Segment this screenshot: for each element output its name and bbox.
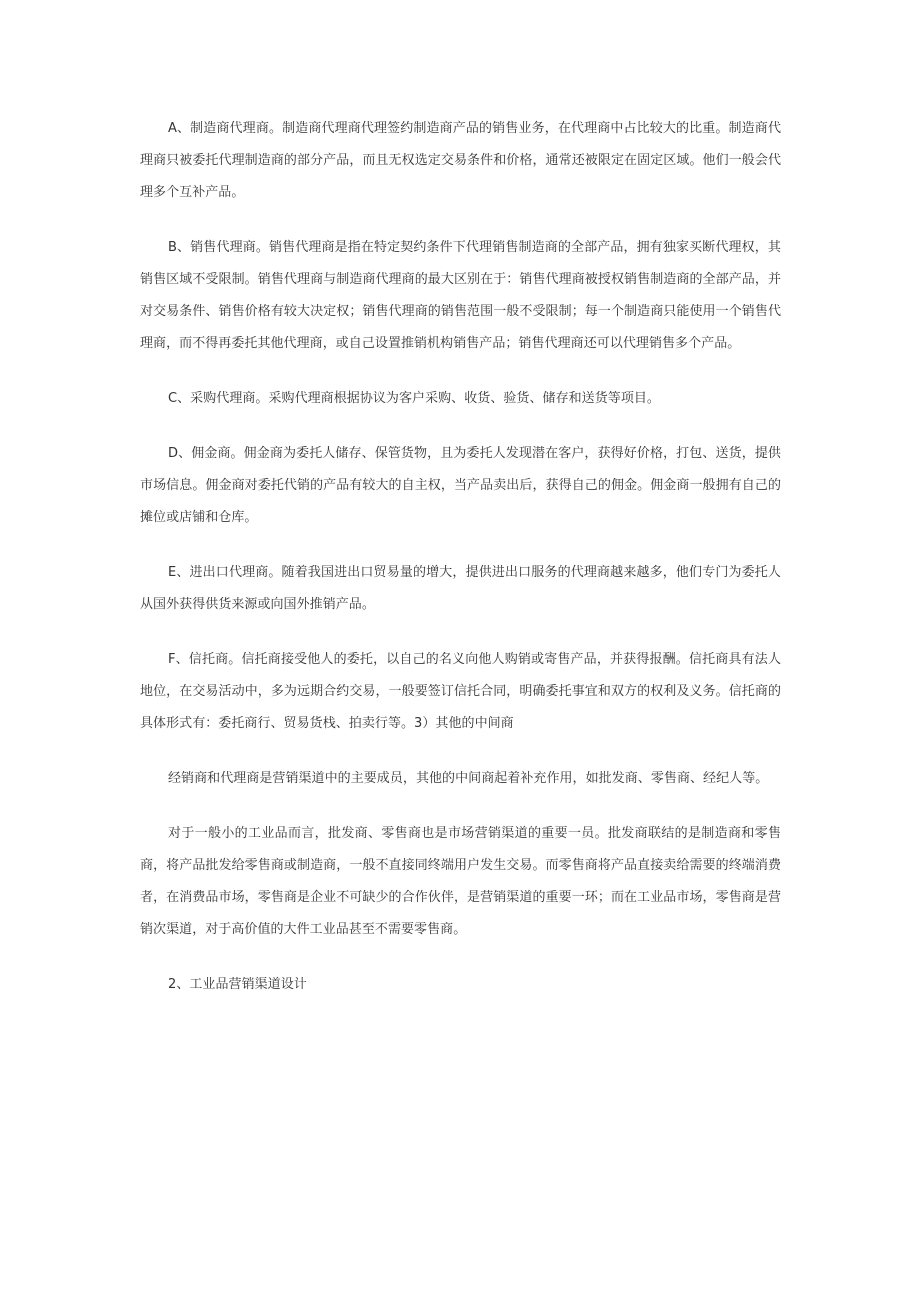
paragraph-sales-agent: B、销售代理商。销售代理商是指在特定契约条件下代理销售制造商的全部产品，拥有独家买断代理权，其销售区域不受限制。销售代理商与制造商代理商的最大区别在于：销售代理商被授权销售制造商的全部产品，并对交易条件、销售价格有较大决定权；销售代理商的销售范围一般不受限制；每一个制造商只能使用一个销售代理商，而不得再委托其他代理商，或自己设置推销机构销售产品；销售代理商还可以代理销售多个产品。: [140, 240, 781, 351]
section-heading-channel-design: 2、工业品营销渠道设计: [168, 977, 307, 992]
paragraph-purchasing-agent: C、采购代理商。采购代理商根据协议为客户采购、收货、验货、储存和送货等项目。: [168, 391, 660, 406]
paragraph-import-export-agent: E、进出口代理商。随着我国进出口贸易量的增大，提供进出口服务的代理商越来越多，他们专门为委托人从国外获得供货来源或向国外推销产品。: [140, 565, 781, 612]
paragraph-other-intermediaries: 经销商和代理商是营销渠道中的主要成员，其他的中间商起着补充作用，如批发商、零售商、经纪人等。: [168, 771, 769, 786]
paragraph-commission-merchant: D、佣金商。佣金商为委托人储存、保管货物，且为委托人发现潜在客户，获得好价格，打包、送货，提供市场信息。佣金商对委托代销的产品有较大的自主权，当产品卖出后，获得自己的佣金。佣金商一般拥有自己的摊位或店铺和仓库。: [140, 446, 781, 525]
paragraph-manufacturer-agent: A、制造商代理商。制造商代理商代理签约制造商产品的销售业务，在代理商中占比较大的比重。制造商代理商只被委托代理制造商的部分产品，而且无权选定交易条件和价格，通常还被限定在固定区域。他们一般会代理多个互补产品。: [140, 121, 781, 200]
paragraph-trust-merchant: F、信托商。信托商接受他人的委托，以自己的名义向他人购销或寄售产品，并获得报酬。信托商具有法人地位，在交易活动中，多为远期合约交易，一般要签订信托合同，明确委托事宜和双方的权利及义务。信托商的具体形式有：委托商行、贸易货栈、拍卖行等。3）其他的中间商: [140, 652, 781, 731]
document-body: [140, 113, 781, 1024]
paragraph-wholesale-retail: 对于一般小的工业品而言，批发商、零售商也是市场营销渠道的重要一员。批发商联结的是制造商和零售商，将产品批发给零售商或制造商，一般不直接同终端用户发生交易。而零售商将产品直接卖给需要的终端消费者，在消费品市场，零售商是企业不可缺少的合作伙伴，是营销渠道的重要一环；而在工业品市场，零售商是营销次渠道，对于高价值的大件工业品甚至不需要零售商。: [140, 826, 781, 937]
